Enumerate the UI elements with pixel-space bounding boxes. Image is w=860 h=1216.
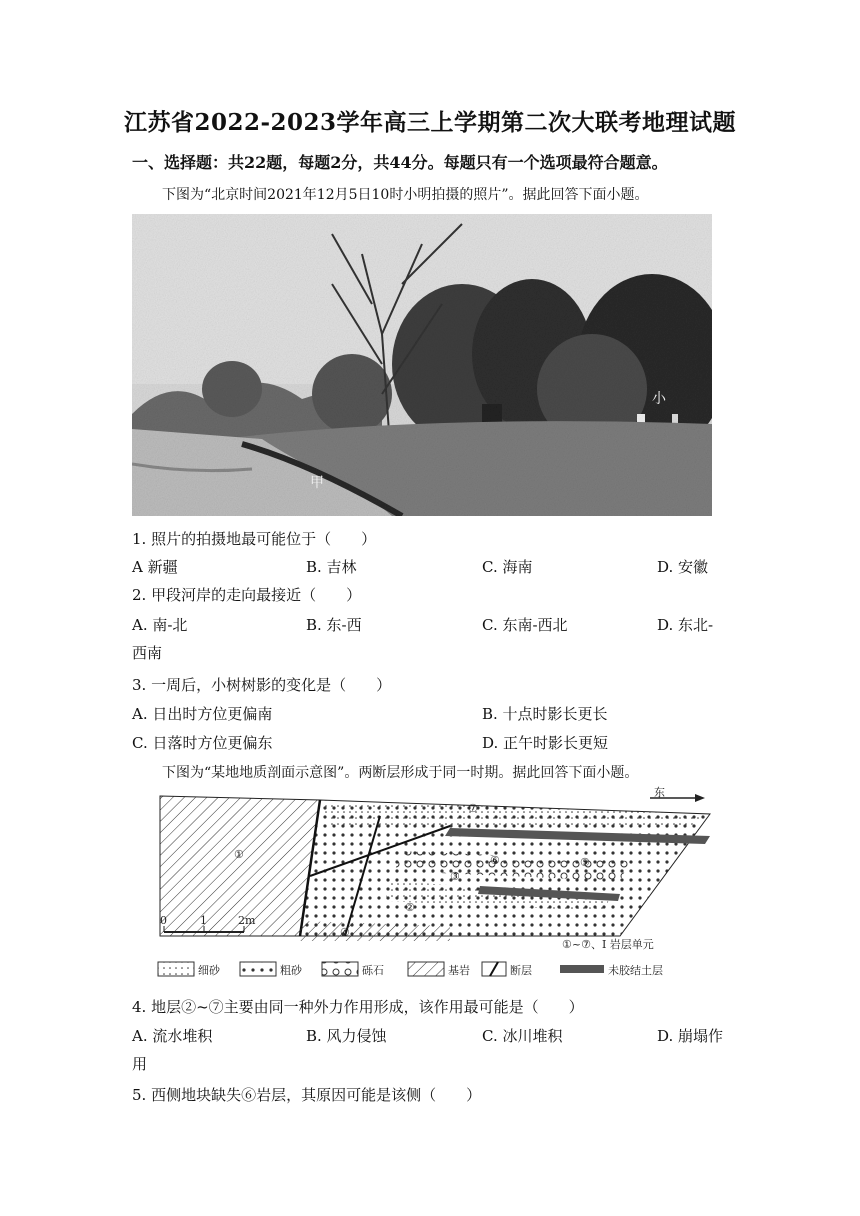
layer-1: ① [234,848,244,861]
layer-7: ⑦ [468,802,478,815]
q1-option-b: B. 吉林 [306,558,357,576]
q4-option-a: A. 流水堆积 [132,1027,213,1045]
question-4: 4. 地层②~⑦主要由同一种外力作用形成，该作用最可能是（ ） [132,998,584,1016]
legend-coarse-sand: 粗砂 [280,964,302,977]
intro-text-1: 下图为“北京时间2021年12月5日10时小明拍摄的照片”。据此回答下面小题。 [162,187,649,203]
q1-option-a: A 新疆 [132,558,178,576]
question-3: 3. 一周后，小树树影的变化是（ ） [132,676,392,694]
q2-option-b: B. 东-西 [306,616,362,634]
east-label: 东 [654,786,665,799]
landscape-photo [132,214,712,516]
layer-3: ③ [450,870,460,883]
layer-5: ⑤ [580,856,590,869]
legend-unconsolidated: 未胶结土层 [608,964,663,977]
question-5: 5. 西侧地块缺失⑥岩层，其原因可能是该侧（ ） [132,1086,482,1104]
units-note: ①~⑦、Ⅰ 岩层单元 [562,938,654,951]
layer-4: ④ [340,926,350,939]
scale-1: 1 [200,914,207,927]
legend-fine-sand: 细砂 [198,964,220,977]
photo-label-xiaoshu: 小 [652,391,666,407]
q4-option-c: C. 冰川堆积 [482,1027,563,1045]
q3-option-a: A. 日出时方位更偏南 [132,705,273,723]
q3-option-b: B. 十点时影长更长 [482,705,608,723]
intro-text-2: 下图为“某地地质剖面示意图”。两断层形成于同一时期。据此回答下面小题。 [162,765,639,781]
question-1: 1. 照片的拍摄地最可能位于（ ） [132,530,377,548]
legend-gravel: 砾石 [362,964,384,977]
q2-option-c: C. 东南-西北 [482,616,568,634]
q3-option-c: C. 日落时方位更偏东 [132,734,273,752]
q4-option-d: D. 崩塌作 [657,1027,724,1045]
q2-option-d-wrap: 西南 [132,644,163,662]
q3-option-d: D. 正午时影长更短 [482,734,609,752]
layer-6: ⑥ [490,854,500,867]
q2-option-a: A. 南-北 [132,616,188,634]
legend-fault: 断层 [510,964,532,977]
geological-profile-figure [150,786,720,986]
layer-2: ② [405,901,415,914]
q4-option-b: B. 风力侵蚀 [306,1027,387,1045]
scale-0: 0 [160,914,167,927]
q1-option-d: D. 安徽 [657,558,709,576]
section-heading: 一、选择题：共22题，每题2分，共44分。每题只有一个选项最符合题意。 [132,153,668,172]
legend-bedrock: 基岩 [448,964,470,977]
q4-option-d-wrap: 用 [132,1055,148,1073]
q1-option-c: C. 海南 [482,558,533,576]
q2-option-d: D. 东北- [657,616,714,634]
scale-2m: 2m [238,914,256,927]
question-2: 2. 甲段河岸的走向最接近（ ） [132,586,362,604]
photo-label-jia: 甲 [310,475,324,491]
page-title: 江苏省2022-2023学年高三上学期第二次大联考地理试题 [123,109,737,136]
